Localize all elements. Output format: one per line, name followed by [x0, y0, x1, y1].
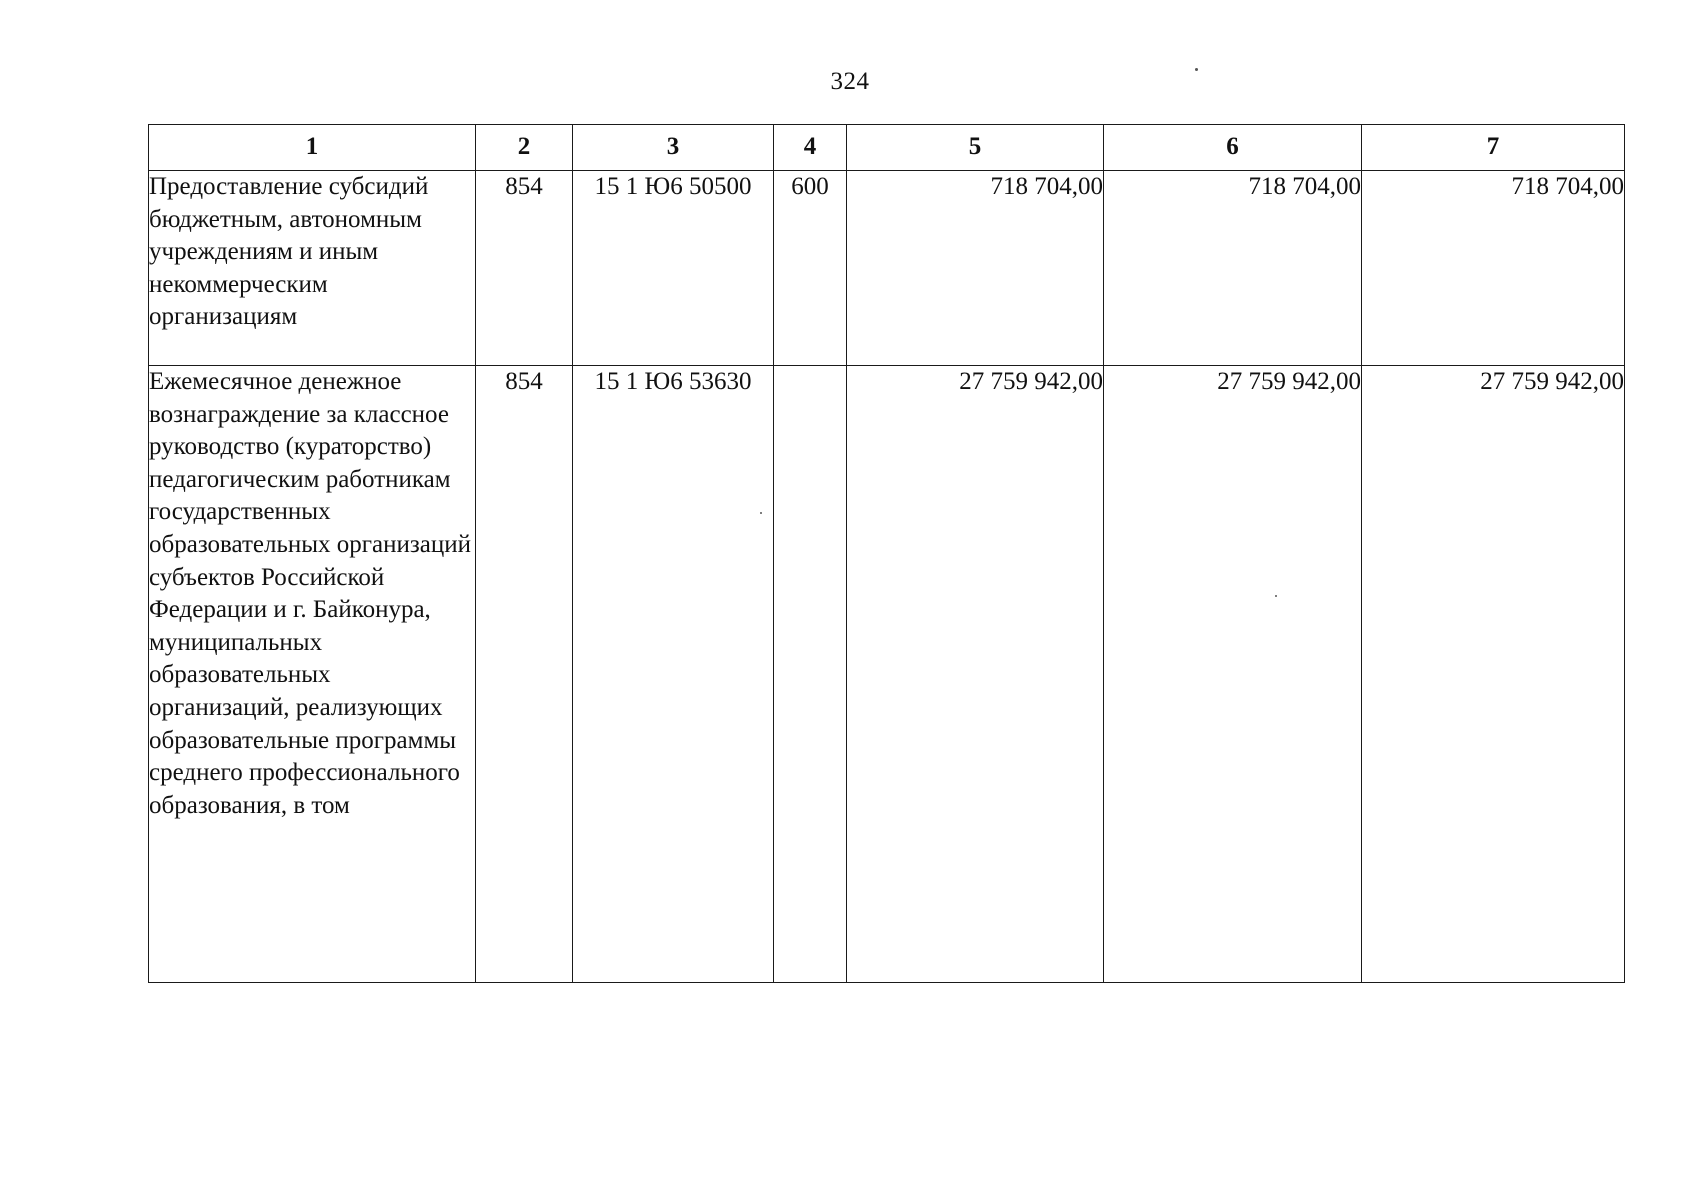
row-name-cell: Предоставление субсидий бюджетным, автономным учреждениям и иным некоммерческим организациям	[149, 171, 476, 366]
row-col3-cell: 15 1 Ю6 53630	[573, 366, 774, 983]
header-col-5: 5	[847, 125, 1104, 171]
row-col4-cell: 600	[774, 171, 847, 366]
row-col2-cell: 854	[476, 366, 573, 983]
row-col3-cell: 15 1 Ю6 50500	[573, 171, 774, 366]
row-name-cell: Ежемесячное денежное вознаграждение за классное руководство (кураторство) педагогическим работникам государственных образовательных организаций субъектов Российской Федерации и г. Байконура, муниципальных образовательных организаций, реализующих образовательные программы среднего профессионального образования, в том	[149, 366, 476, 983]
page-number-text: 324	[830, 68, 870, 95]
table-row	[149, 171, 1625, 366]
row-col4-cell	[774, 366, 847, 983]
row-col7-cell: 718 704,00	[1362, 171, 1625, 366]
table-row	[149, 366, 1625, 983]
scan-speck	[1195, 68, 1198, 71]
row-col6-cell: 27 759 942,00	[1104, 366, 1362, 983]
header-col-3: 3	[573, 125, 774, 171]
row-col6-cell: 718 704,00	[1104, 171, 1362, 366]
budget-table	[148, 124, 1625, 983]
row-col7-cell: 27 759 942,00	[1362, 366, 1625, 983]
header-col-6: 6	[1104, 125, 1362, 171]
header-col-1: 1	[149, 125, 476, 171]
header-col-2: 2	[476, 125, 573, 171]
header-col-4: 4	[774, 125, 847, 171]
header-row	[149, 125, 1625, 171]
row-col5-cell: 27 759 942,00	[847, 366, 1104, 983]
header-col-7: 7	[1362, 125, 1625, 171]
row-col2-cell: 854	[476, 171, 573, 366]
page-number	[0, 68, 1697, 96]
row-col5-cell: 718 704,00	[847, 171, 1104, 366]
